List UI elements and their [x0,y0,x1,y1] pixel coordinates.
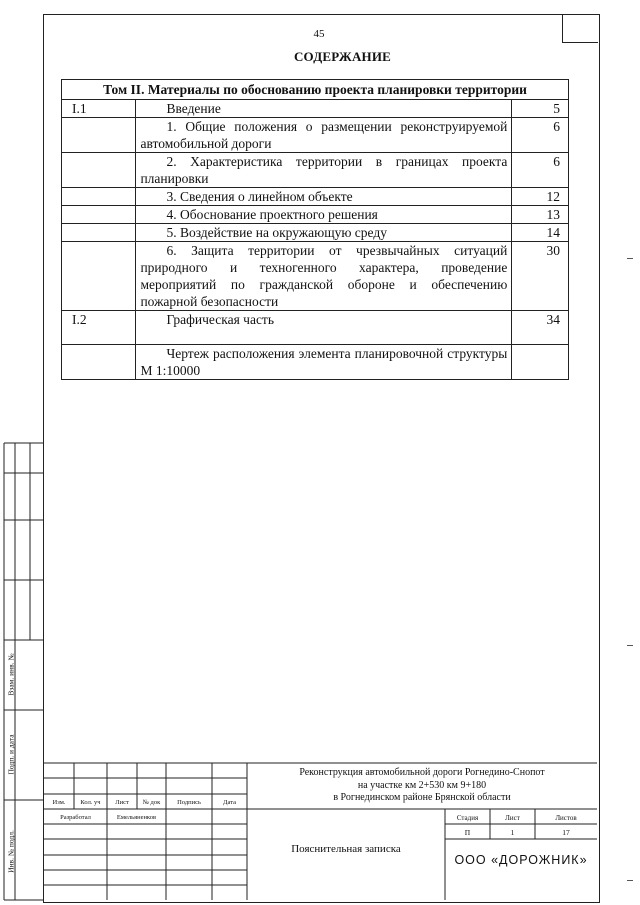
stage-label: Стадия [456,814,479,822]
margin-mark [627,258,633,259]
row-title: 2. Характеристика территории в границах проекта планировки [136,153,512,188]
header-doc-number: № док [142,799,161,806]
row-title: Введение [136,100,512,118]
project-title-line-1: Реконструкция автомобильной дороги Рогнедино-Снопот [299,767,545,778]
volume-title: Том II. Материалы по обоснованию проекта планировки территории [62,80,569,100]
row-title: Графическая часть [136,311,512,345]
header-quantity: Кол. уч [80,799,101,806]
sheet-value: 1 [510,828,515,837]
page-title: СОДЕРЖАНИЕ [293,49,392,64]
row-title: Чертеж расположения элемента планировочной структуры М 1:10000 [136,345,512,380]
label-replacement-inventory: Взам. инв. № [6,653,16,696]
sheets-value: 17 [562,828,570,837]
stage-value: П [464,828,471,837]
page-number: 45 [313,28,325,40]
header-change: Изм. [52,799,66,806]
row-title: 3. Сведения о линейном объекте [136,188,512,206]
row-title: 6. Защита территории от чрезвычайных ситуаций природного и техногенного характера, проведение мероприятий по гражданской обороне и обеспечению пожарной безопасности [136,242,512,311]
project-title [247,767,597,805]
project-title-line-3: в Рогнединском районе Брянской области [333,792,511,803]
row-page: 34 [512,311,569,345]
label-signature-date: Подп. и дата [6,734,16,775]
margin-mark [627,645,633,646]
header-sheet: Лист [115,799,129,806]
developer-name: Емельяненков [116,814,157,821]
project-title-line-2: на участке км 2+530 км 9+180 [357,779,487,791]
sheet-label: Лист [505,814,520,822]
row-title: 5. Воздействие на окружающую среду [136,224,512,242]
row-page: 12 [512,188,569,206]
row-page: 14 [512,224,569,242]
row-page: 30 [512,242,569,311]
row-title: 1. Общие положения о размещении реконструируемой автомобильной дороги [136,118,512,153]
label-original-inventory: Инв. № подл. [6,830,16,873]
sheets-label: Листов [555,814,577,822]
organization-name: ООО «ДОРОЖНИК» [454,853,588,867]
header-signature: Подпись [177,799,201,806]
row-code: I.1 [62,100,136,118]
header-date: Дата [223,799,236,806]
margin-mark [627,880,633,881]
row-page: 6 [512,118,569,153]
row-page: 5 [512,100,569,118]
row-code: I.2 [62,311,136,345]
row-page: 13 [512,206,569,224]
row-page: 6 [512,153,569,188]
developed-by-label: Разработал [60,814,91,821]
row-title: 4. Обоснование проектного решения [136,206,512,224]
document-name: Пояснительная записка [291,843,401,855]
